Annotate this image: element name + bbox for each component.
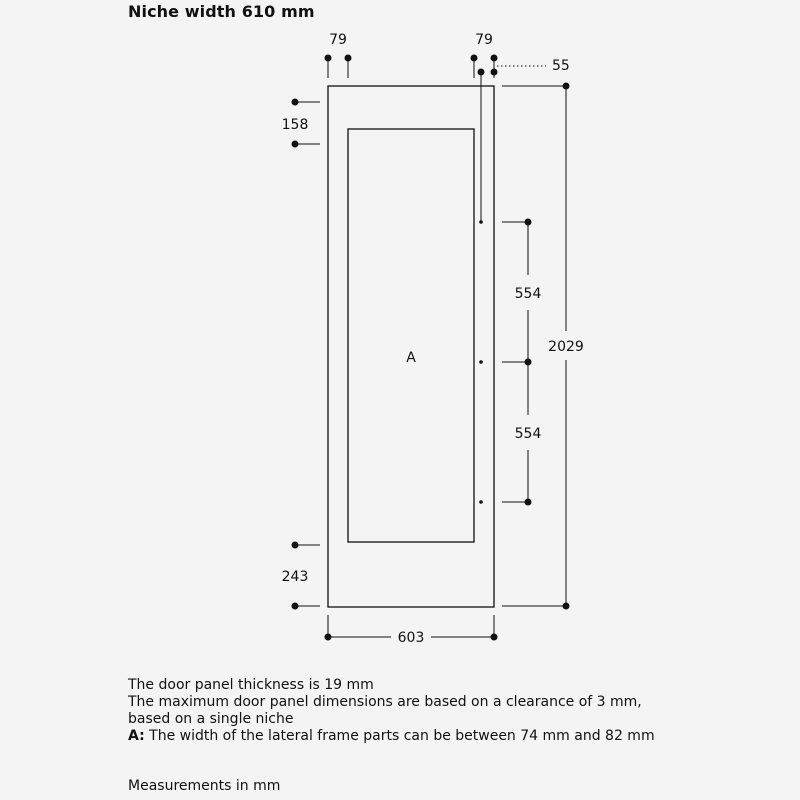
dim-top-left-79-label: 79 (329, 32, 347, 48)
dim-spacing-lower-554-label: 554 (514, 426, 542, 442)
dim-bottom-243 (282, 542, 320, 610)
hinge-mark-top (479, 220, 483, 224)
page-title: Niche width 610 mm (128, 2, 315, 21)
note-max-dims-line2: based on a single niche (128, 711, 294, 727)
note-thickness: The door panel thickness is 19 mm (128, 677, 374, 693)
hinge-mark-bottom (479, 500, 483, 504)
dim-height-2029-label: 2029 (548, 339, 584, 355)
note-max-dims-line1: The maximum door panel dimensions are based on a clearance of 3 mm, (128, 694, 642, 710)
door-panel-outline (328, 86, 494, 607)
dim-hinge-spacing (502, 219, 541, 506)
dim-offset-55-label: 55 (552, 58, 570, 74)
panel-a-label: A (406, 350, 416, 366)
hinge-mark-middle (479, 360, 483, 364)
dim-top-right-79-label: 79 (475, 32, 493, 48)
measurements-note: Measurements in mm (128, 778, 281, 794)
note-a (128, 728, 655, 745)
dim-top-158-label: 158 (281, 117, 309, 133)
dim-top-158 (282, 99, 320, 148)
dim-width-603-label: 603 (397, 630, 425, 646)
notes (128, 677, 655, 745)
dim-top-left-79 (325, 32, 352, 78)
dim-height-2029 (502, 83, 584, 610)
dim-bottom-243-label: 243 (281, 569, 309, 585)
note-a-text: The width of the lateral frame parts can be between 74 mm and 82 mm (144, 728, 655, 744)
dim-width-603 (325, 615, 498, 646)
dim-spacing-upper-554-label: 554 (514, 286, 542, 302)
note-a-key: A: (128, 728, 145, 744)
